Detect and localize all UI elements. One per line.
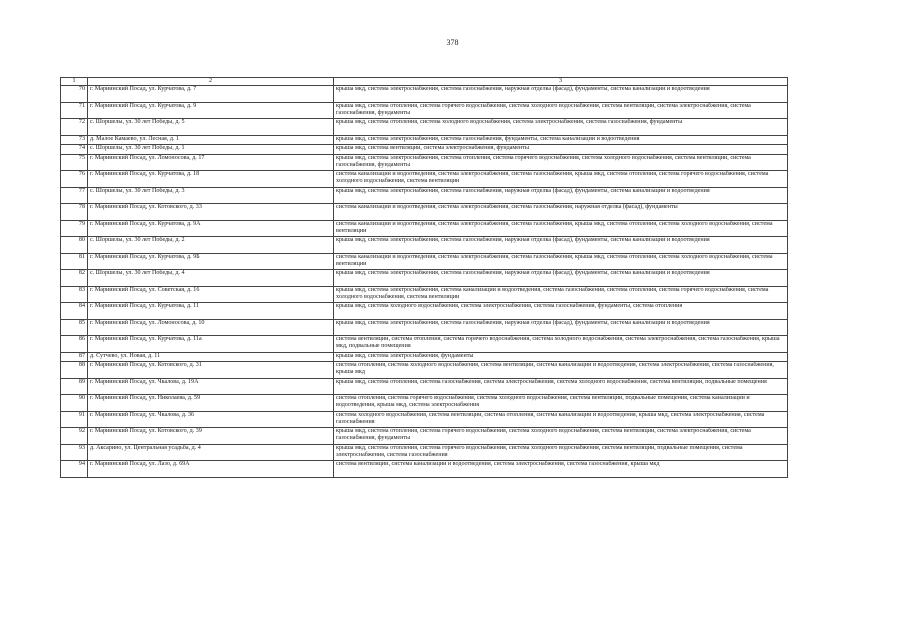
row-number: 91 xyxy=(61,411,88,428)
row-address: г. Мариинский Посад, ул. Чкалова, д. 19А xyxy=(88,378,334,395)
row-number: 93 xyxy=(61,444,88,461)
table-row xyxy=(61,411,788,428)
row-works: крыша мкд, система электроснабжения, система газоснабжения, наружная отделка (фасад), фундаменты, система канализации и водоотведения xyxy=(334,270,788,287)
row-address: с. Шоршелы, ул. 30 лет Победы, д. 5 xyxy=(88,119,334,136)
table-row xyxy=(61,86,788,103)
row-address: с. Шоршелы, ул. 30 лет Победы, д. 3 xyxy=(88,187,334,204)
row-address: д. Малое Камаево, ул. Лесная, д. 1 xyxy=(88,135,334,145)
table-body xyxy=(61,86,788,478)
row-number: 78 xyxy=(61,204,88,221)
row-number: 74 xyxy=(61,145,88,155)
table-header-row xyxy=(61,78,788,86)
row-works: система холодного водоснабжения, система вентиляции, система отопления, система канализации и водоотведения, крыша мкд, система электроснабжения, система газоснабжения xyxy=(334,411,788,428)
row-number: 70 xyxy=(61,86,88,103)
row-works: система отопления, система горячего водоснабжения, система холодного водоснабжения, система вентиляции, подвальные помещения, система канализации и водоотведения, крыша мкд, система электроснабжения xyxy=(334,395,788,412)
table-row xyxy=(61,378,788,395)
row-works: крыша мкд, система электроснабжения, система газоснабжения, наружная отделка (фасад), фундаменты, система канализации и водоотведения xyxy=(334,319,788,336)
row-number: 94 xyxy=(61,461,88,478)
row-address: г. Мариинский Посад, ул. Котовского, д. 39 xyxy=(88,428,334,445)
table-row xyxy=(61,102,788,119)
row-number: 92 xyxy=(61,428,88,445)
repair-works-table xyxy=(60,77,788,478)
row-number: 89 xyxy=(61,378,88,395)
row-works: система канализации и водоотведения, система электроснабжения, система газоснабжения, крыша мкд, система отопления, система холодного водоснабжения, система вентиляции xyxy=(334,253,788,270)
row-number: 83 xyxy=(61,286,88,303)
row-works: крыша мкд, система электроснабжения, система канализации и водоотведения, система газоснабжения, система отопления, система горячего водоснабжения, система холодного водоснабжения, система вентиляции xyxy=(334,286,788,303)
row-address: с. Шоршелы, ул. 30 лет Победы, д. 1 xyxy=(88,145,334,155)
row-works: крыша мкд, система холодного водоснабжения, система электроснабжения, система газоснабжения, фундаменты, система отопления xyxy=(334,303,788,320)
table-row xyxy=(61,303,788,320)
table-row xyxy=(61,187,788,204)
row-works: крыша мкд, система отопления, система газоснабжения, система электроснабжения, система холодного водоснабжения, система вентиляции, подвальные помещения xyxy=(334,378,788,395)
row-address: г. Мариинский Посад, ул. Курчатова, д. 7 xyxy=(88,86,334,103)
row-number: 88 xyxy=(61,362,88,379)
row-number: 81 xyxy=(61,253,88,270)
table-row xyxy=(61,336,788,353)
row-works: крыша мкд, система электроснабжения, фундаменты xyxy=(334,352,788,362)
row-number: 79 xyxy=(61,220,88,237)
row-address: г. Мариинский Посад, ул. Николаева, д. 59 xyxy=(88,395,334,412)
row-works: крыша мкд, система вентиляции, система электроснабжения, фундаменты xyxy=(334,145,788,155)
table-row xyxy=(61,428,788,445)
row-number: 72 xyxy=(61,119,88,136)
row-works: система канализации и водоотведения, система электроснабжения, система газоснабжения, крыша мкд, система отопления, система горячего водоснабжения, система холодного водоснабжения, система вентиляции xyxy=(334,171,788,188)
header-col-1: 1 xyxy=(61,78,88,86)
table-row xyxy=(61,145,788,155)
row-address: г. Мариинский Посад, ул. Курчатова, д. 11а xyxy=(88,336,334,353)
row-works: система отопления, система холодного водоснабжения, система вентиляции, система канализации и водоотведения, система электроснабжения, система газоснабжения, крыша мкд xyxy=(334,362,788,379)
row-works: система канализации и водоотведения, система электроснабжения, система газоснабжения, наружная отделка (фасад), фундаменты xyxy=(334,204,788,221)
table-row xyxy=(61,237,788,254)
row-number: 90 xyxy=(61,395,88,412)
row-address: г. Мариинский Посад, ул. Котовского, д. 31 xyxy=(88,362,334,379)
row-address: д. Аксарино, ул. Центральная усадьба, д. 4 xyxy=(88,444,334,461)
table-row xyxy=(61,461,788,478)
table-row xyxy=(61,154,788,171)
table-row xyxy=(61,444,788,461)
row-address: г. Мариинский Посад, ул. Ломоносова, д. 17 xyxy=(88,154,334,171)
row-works: крыша мкд, система электроснабжения, система газоснабжения, наружная отделка (фасад), фундаменты, система канализации и водоотведения xyxy=(334,86,788,103)
table-row xyxy=(61,286,788,303)
table-row xyxy=(61,395,788,412)
table-row xyxy=(61,204,788,221)
table-row xyxy=(61,253,788,270)
row-number: 80 xyxy=(61,237,88,254)
row-number: 75 xyxy=(61,154,88,171)
row-works: система канализации и водоотведения, система электроснабжения, система газоснабжения, крыша мкд, система отопления, система холодного водоснабжения, система вентиляции xyxy=(334,220,788,237)
row-address: г. Мариинский Посад, ул. Курчатова, д. 9 xyxy=(88,102,334,119)
header-col-3: 3 xyxy=(334,78,788,86)
row-number: 71 xyxy=(61,102,88,119)
row-works: крыша мкд, система электроснабжения, система газоснабжения, наружная отделка (фасад), фундаменты, система канализации и водоотведения xyxy=(334,237,788,254)
row-address: г. Мариинский Посад, ул. Чкалова, д. 36 xyxy=(88,411,334,428)
table-row xyxy=(61,352,788,362)
row-address: г. Мариинский Посад, ул. Ломоносова, д. 10 xyxy=(88,319,334,336)
row-address: г. Мариинский Посад, ул. Курчатова, д. 11 xyxy=(88,303,334,320)
row-works: система вентиляции, система отопления, система горячего водоснабжения, система холодного водоснабжения, система электроснабжения, система газоснабжения, крыша мкд, подвальные помещения xyxy=(334,336,788,353)
table-row xyxy=(61,220,788,237)
table-row xyxy=(61,119,788,136)
row-works: крыша мкд, система отопления, система горячего водоснабжения, система холодного водоснабжения, система вентиляции, система электроснабжения, система газоснабжения, фундаменты xyxy=(334,428,788,445)
page-number: 378 xyxy=(446,38,459,47)
row-number: 82 xyxy=(61,270,88,287)
row-address: с. Шоршелы, ул. 30 лет Победы, д. 4 xyxy=(88,270,334,287)
row-number: 77 xyxy=(61,187,88,204)
row-number: 84 xyxy=(61,303,88,320)
row-number: 76 xyxy=(61,171,88,188)
table-row xyxy=(61,270,788,287)
header-col-2: 2 xyxy=(88,78,334,86)
table-row xyxy=(61,362,788,379)
row-address: г. Мариинский Посад, ул. Курчатова, д. 9Б xyxy=(88,253,334,270)
row-works: крыша мкд, система электроснабжения, система газоснабжения, наружная отделка (фасад), фундаменты, система канализации и водоотведения xyxy=(334,187,788,204)
row-works: крыша мкд, система отопления, система горячего водоснабжения, система холодного водоснабжения, система вентиляции, система электроснабжения, система газоснабжения, фундаменты xyxy=(334,102,788,119)
row-address: г. Мариинский Посад, ул. Котовского, д. 33 xyxy=(88,204,334,221)
table-row xyxy=(61,171,788,188)
table-row xyxy=(61,135,788,145)
row-works: крыша мкд, система отопления, система горячего водоснабжения, система холодного водоснабжения, система вентиляции, подвальные помещения, система электроснабжения, система газоснабжения xyxy=(334,444,788,461)
table-row xyxy=(61,319,788,336)
row-works: крыша мкд, система электроснабжения, система отопления, система горячего водоснабжения, система холодного водоснабжения, система вентиляции, система газоснабжения, фундаменты xyxy=(334,154,788,171)
row-number: 86 xyxy=(61,336,88,353)
row-works: крыша мкд, система электроснабжения, система газоснабжения, фундаменты, система канализации и водоотведения xyxy=(334,135,788,145)
row-address: г. Мариинский Посад, ул. Курчатова, д. 18 xyxy=(88,171,334,188)
row-address: д. Сутчево, ул. Новая, д. 11 xyxy=(88,352,334,362)
row-number: 87 xyxy=(61,352,88,362)
row-works: система вентиляции, система канализации и водоотведения, система электроснабжения, система газоснабжения, крыша мкд xyxy=(334,461,788,478)
row-number: 85 xyxy=(61,319,88,336)
row-address: г. Мариинский Посад, ул. Курчатова, д. 9А xyxy=(88,220,334,237)
row-address: г. Мариинский Посад, ул. Лазо, д. 69А xyxy=(88,461,334,478)
row-address: с. Шоршелы, ул. 30 лет Победы, д. 2 xyxy=(88,237,334,254)
row-address: г. Мариинский Посад, ул. Советская, д. 16 xyxy=(88,286,334,303)
row-works: крыша мкд, система отопления, система холодного водоснабжения, система электроснабжения, система газоснабжения, фундаменты xyxy=(334,119,788,136)
row-number: 73 xyxy=(61,135,88,145)
